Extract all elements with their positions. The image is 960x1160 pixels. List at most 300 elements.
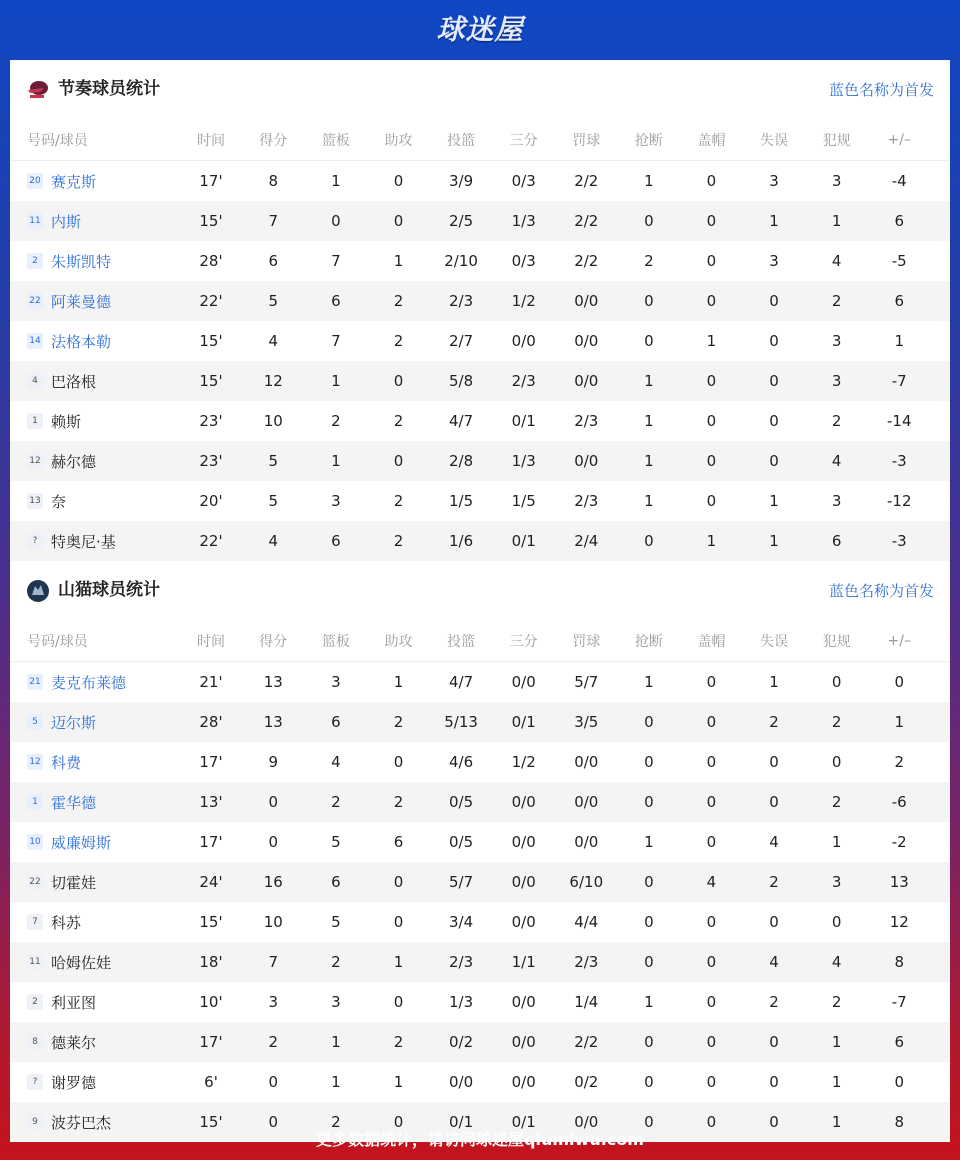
stat-cell: 3 [831, 492, 842, 510]
stat-cell: 2/3 [511, 372, 536, 390]
stat-cell: 6 [894, 292, 904, 310]
table-header-row [10, 621, 950, 662]
starter-legend-note: 蓝色名称为首发 [828, 582, 934, 600]
player-row[interactable] [10, 982, 950, 1022]
player-name[interactable]: 霍华德 [51, 793, 97, 812]
stat-cell: 2 [769, 713, 779, 731]
column-header[interactable]: 投篮 [447, 634, 476, 650]
jersey-number-badge: ? [27, 533, 43, 549]
stat-cell: 0 [769, 913, 779, 931]
player-row[interactable] [10, 662, 950, 702]
stat-cell: 1 [706, 532, 717, 550]
stat-cell: 0/0 [574, 332, 599, 350]
stat-cell: 1 [644, 492, 654, 510]
jersey-number-badge: 2 [27, 253, 43, 269]
column-header[interactable]: 投篮 [447, 133, 476, 149]
player-name[interactable]: 巴洛根 [51, 372, 97, 391]
stat-cell: 2 [769, 993, 779, 1011]
stat-cell: 4 [706, 873, 717, 891]
stat-cell: 1 [769, 673, 779, 691]
stat-cell: 0/0 [511, 332, 536, 350]
stat-cell: 2 [393, 532, 404, 550]
jersey-number-badge: 10 [27, 834, 43, 850]
stat-cell: 2/3 [449, 953, 474, 971]
stat-cell: 0 [706, 492, 717, 510]
player-row[interactable] [10, 822, 950, 862]
stat-cell: 12 [889, 913, 909, 931]
stat-cell: 4 [831, 953, 842, 971]
stat-cell: 7 [331, 252, 341, 270]
stat-cell: 0 [644, 753, 654, 771]
player-row[interactable] [10, 241, 950, 281]
column-header[interactable]: 得分 [259, 634, 288, 650]
column-header[interactable]: 抢断 [634, 634, 663, 650]
stat-cell: 0 [393, 753, 404, 771]
stat-cell: 4 [831, 252, 842, 270]
stat-cell: 2/3 [574, 953, 599, 971]
column-header[interactable]: 篮板 [321, 634, 350, 650]
player-name[interactable]: 朱斯凯特 [51, 252, 112, 271]
stat-cell: 1 [831, 1073, 842, 1091]
stat-cell: 10' [199, 993, 223, 1011]
column-header[interactable]: 失误 [760, 634, 789, 650]
column-header[interactable]: +/– [887, 132, 911, 148]
stat-cell: 0/0 [511, 993, 536, 1011]
stat-cell: 0/0 [574, 292, 599, 310]
column-header[interactable]: 罚球 [572, 133, 601, 149]
stat-cell: 3 [268, 993, 279, 1011]
stat-cell: 1/1 [511, 953, 536, 971]
stat-cell: 0 [393, 1113, 404, 1131]
stat-cell: -7 [891, 372, 907, 390]
stat-cell: 1 [331, 1033, 341, 1051]
stat-cell: 15' [199, 332, 223, 350]
stat-cell: 0 [644, 913, 654, 931]
stat-cell: 8 [268, 172, 279, 190]
stat-cell: 0/0 [574, 753, 599, 771]
stat-cell: 3 [831, 332, 842, 350]
stat-cell: 5/13 [444, 713, 478, 731]
stat-cell: -5 [891, 252, 907, 270]
stat-cell: 5 [268, 292, 279, 310]
column-header[interactable]: 抢断 [634, 133, 663, 149]
column-header[interactable]: 失误 [760, 133, 789, 149]
stat-cell: 4/7 [449, 412, 474, 430]
stat-cell: -14 [886, 412, 912, 430]
stat-cell: 0 [706, 172, 717, 190]
player-cell[interactable] [10, 411, 180, 432]
player-row[interactable] [10, 201, 950, 241]
stat-cell: 0 [393, 993, 404, 1011]
stat-cell: 0/3 [511, 252, 536, 270]
stat-cell: 6 [331, 292, 341, 310]
stat-cell: 0 [706, 833, 717, 851]
stat-cell: 12 [263, 372, 283, 390]
stat-cell: 0 [393, 372, 404, 390]
stat-cell: 0/0 [511, 873, 536, 891]
stat-cell: -12 [886, 492, 912, 510]
stat-cell: 3 [831, 372, 842, 390]
stat-cell: 3 [331, 492, 341, 510]
stat-cell: 2 [331, 793, 341, 811]
column-header[interactable]: 号码/球员 [27, 133, 88, 149]
stat-cell: 0 [393, 212, 404, 230]
jersey-number-badge: 20 [27, 173, 43, 189]
stat-cell: 2/4 [574, 532, 599, 550]
stat-cell: 6 [831, 532, 842, 550]
stat-cell: 1 [644, 993, 654, 1011]
stat-cell: 1 [644, 412, 654, 430]
player-name[interactable]: 阿莱曼德 [51, 292, 112, 311]
stat-cell: 0 [706, 753, 717, 771]
stat-cell: 18' [199, 953, 223, 971]
stat-cell: 1 [331, 172, 341, 190]
player-name[interactable]: 法格本勒 [51, 332, 112, 351]
stat-cell: 2 [644, 252, 654, 270]
stat-cell: 0 [268, 833, 279, 851]
stat-cell: 1 [644, 372, 654, 390]
stat-cell: 2 [831, 713, 842, 731]
column-header[interactable]: 时间 [197, 634, 225, 650]
stat-cell: 0 [894, 673, 904, 691]
player-name[interactable]: 谢罗德 [51, 1073, 97, 1092]
stat-cell: 6/10 [569, 873, 604, 891]
player-row[interactable] [10, 862, 950, 902]
stat-cell: 1 [769, 492, 779, 510]
stat-cell: 2 [331, 1113, 341, 1131]
player-cell[interactable] [10, 331, 180, 352]
stat-cell: 0/0 [574, 372, 599, 390]
stat-cell: 23' [199, 452, 223, 470]
jersey-number-badge: 1 [27, 413, 43, 429]
player-cell[interactable] [10, 952, 180, 973]
player-row[interactable] [10, 902, 950, 942]
stat-cell: 2/10 [444, 252, 478, 270]
player-name[interactable]: 赫尔德 [51, 452, 97, 471]
footer-banner[interactable]: 更多数据统计，请访问球迷屋qiumiwu.com [316, 1130, 644, 1149]
stat-cell: 0 [393, 172, 404, 190]
player-name[interactable]: 赛克斯 [51, 172, 97, 191]
stat-cell: 21' [199, 673, 223, 691]
player-cell[interactable] [10, 491, 180, 512]
player-row[interactable] [10, 401, 950, 441]
stat-cell: 1/3 [511, 212, 536, 230]
stat-cell: 2 [894, 753, 904, 771]
column-header[interactable]: 篮板 [321, 133, 350, 149]
team-title: 节奏球员统计 [58, 79, 160, 99]
player-name[interactable]: 内斯 [51, 212, 82, 231]
stat-cell: 0/1 [511, 412, 536, 430]
column-header[interactable]: 犯规 [822, 634, 851, 650]
player-cell[interactable] [10, 832, 180, 853]
stat-cell: 6 [268, 252, 279, 270]
stat-cell: 1 [331, 1073, 341, 1091]
stat-cell: 7 [268, 953, 279, 971]
stat-cell: 0 [894, 1073, 904, 1091]
stat-cell: 15' [199, 372, 223, 390]
column-header[interactable]: +/– [887, 633, 911, 649]
column-header[interactable]: 犯规 [822, 133, 851, 149]
player-row[interactable] [10, 702, 950, 742]
stat-cell: 6 [894, 1033, 904, 1051]
stat-cell: 0/0 [511, 833, 536, 851]
column-header[interactable]: 三分 [509, 133, 538, 149]
player-cell[interactable] [10, 451, 180, 472]
stat-cell: 9 [268, 753, 279, 771]
stat-cell: 15' [199, 913, 223, 931]
player-cell[interactable] [10, 211, 180, 232]
player-row[interactable] [10, 481, 950, 521]
column-header[interactable]: 罚球 [572, 634, 601, 650]
stat-cell: 1/3 [511, 452, 536, 470]
stat-cell: 2 [769, 873, 779, 891]
player-cell[interactable] [10, 792, 180, 813]
player-cell[interactable] [10, 1032, 180, 1053]
player-name[interactable]: 德莱尔 [51, 1033, 97, 1052]
stat-cell: 0 [769, 1073, 779, 1091]
stat-cell: 3 [831, 172, 842, 190]
stat-cell: 3/5 [574, 713, 599, 731]
stat-cell: 0 [706, 1113, 717, 1131]
stat-cell: 1 [769, 212, 779, 230]
stat-cell: 0/0 [511, 1073, 536, 1091]
stat-cell: 0 [644, 793, 654, 811]
stat-cell: 1 [644, 172, 654, 190]
stat-cell: 0/0 [511, 913, 536, 931]
column-header[interactable]: 盖帽 [697, 634, 726, 650]
stat-cell: 0 [706, 292, 717, 310]
jersey-number-badge: 13 [27, 493, 43, 509]
player-row[interactable] [10, 321, 950, 361]
stat-cell: 1 [393, 252, 404, 270]
stat-cell: 2/3 [574, 492, 599, 510]
stats-panel [10, 60, 950, 1132]
stat-cell: 0 [769, 452, 779, 470]
stat-cell: 22' [199, 532, 223, 550]
stat-cell: 2 [831, 993, 842, 1011]
stat-cell: 0 [706, 993, 717, 1011]
stat-cell: 0 [706, 713, 717, 731]
stat-cell: -2 [891, 833, 907, 851]
player-cell[interactable] [10, 672, 180, 693]
stat-cell: 6 [894, 212, 904, 230]
stat-cell: 0/0 [511, 793, 536, 811]
stat-cell: 22' [199, 292, 223, 310]
stat-cell: 6 [331, 873, 341, 891]
stat-cell: 0 [393, 452, 404, 470]
column-header[interactable]: 三分 [509, 634, 538, 650]
stat-cell: 6 [393, 833, 404, 851]
team-header [10, 561, 950, 621]
stat-cell: 2/3 [574, 412, 599, 430]
stat-cell: 5/7 [449, 873, 474, 891]
stat-cell: 0 [331, 212, 341, 230]
stat-cell: 2/5 [449, 212, 474, 230]
player-cell[interactable] [10, 912, 180, 933]
stat-cell: -6 [891, 793, 907, 811]
stat-cell: 0/1 [511, 1113, 536, 1131]
stat-cell: 1 [831, 1033, 842, 1051]
player-row[interactable] [10, 161, 950, 201]
stat-cell: 2/2 [574, 212, 599, 230]
player-name[interactable]: 麦克布莱德 [51, 673, 127, 692]
stat-cell: 2 [831, 412, 842, 430]
stat-cell: 0/2 [449, 1033, 474, 1051]
stat-cell: 2 [393, 1033, 404, 1051]
stat-cell: 8 [894, 953, 904, 971]
stat-cell: 1 [331, 372, 341, 390]
stat-cell: 13 [889, 873, 909, 891]
player-name[interactable]: 迈尔斯 [51, 713, 97, 732]
player-cell[interactable] [10, 992, 180, 1013]
team-header [10, 60, 950, 120]
column-header[interactable]: 时间 [197, 133, 225, 149]
player-cell[interactable] [10, 1072, 180, 1093]
stat-cell: -4 [891, 172, 907, 190]
stat-cell: 0/0 [511, 1033, 536, 1051]
stat-cell: 0 [831, 753, 842, 771]
stat-cell: 17' [199, 753, 223, 771]
stat-cell: 5 [331, 833, 341, 851]
player-cell[interactable] [10, 291, 180, 312]
stat-cell: 0/0 [574, 452, 599, 470]
player-cell[interactable] [10, 371, 180, 392]
stat-cell: 3 [331, 673, 341, 691]
stat-cell: 0/1 [511, 532, 536, 550]
player-row[interactable] [10, 942, 950, 982]
stat-cell: 13 [263, 713, 283, 731]
stat-cell: 0 [644, 1073, 654, 1091]
stat-cell: 0/0 [449, 1073, 474, 1091]
player-cell[interactable] [10, 531, 180, 552]
jersey-number-badge: 22 [27, 293, 43, 309]
stat-cell: 0 [706, 1033, 717, 1051]
player-cell[interactable] [10, 251, 180, 272]
stat-cell: 2 [393, 292, 404, 310]
column-header[interactable]: 得分 [259, 133, 288, 149]
player-name[interactable]: 科费 [51, 753, 82, 772]
stat-cell: 0 [706, 212, 717, 230]
player-row[interactable] [10, 281, 950, 321]
stat-cell: 1 [644, 673, 654, 691]
player-row[interactable] [10, 361, 950, 401]
player-row[interactable] [10, 1062, 950, 1102]
stat-cell: 0 [393, 913, 404, 931]
player-cell[interactable] [10, 712, 180, 733]
stat-cell: 7 [331, 332, 341, 350]
jersey-number-badge: 11 [27, 213, 43, 229]
player-cell[interactable] [10, 752, 180, 773]
stat-cell: 6 [331, 532, 341, 550]
stat-cell: 1 [393, 673, 404, 691]
starter-legend-note: 蓝色名称为首发 [828, 81, 934, 99]
jersey-number-badge: 11 [27, 954, 43, 970]
stat-cell: 0/1 [511, 713, 536, 731]
stat-cell: 2 [393, 492, 404, 510]
stat-cell: 0/0 [511, 673, 536, 691]
team-section-rhythm [10, 60, 950, 561]
player-name[interactable]: 波芬巴杰 [51, 1113, 112, 1132]
player-name[interactable]: 利亚图 [51, 993, 97, 1012]
stat-cell: 1/2 [511, 753, 536, 771]
stat-cell: 4 [769, 833, 779, 851]
jersey-number-badge: 12 [27, 754, 43, 770]
jersey-number-badge: 12 [27, 453, 43, 469]
stat-cell: 0 [268, 1113, 279, 1131]
column-header[interactable]: 助攻 [384, 133, 413, 149]
stat-cell: 0/3 [511, 172, 536, 190]
stat-cell: 10 [263, 913, 283, 931]
stat-cell: 0 [706, 913, 717, 931]
player-name[interactable]: 奈 [51, 492, 67, 511]
column-header[interactable]: 号码/球员 [27, 634, 88, 650]
stat-cell: 1 [831, 1113, 842, 1131]
player-cell[interactable] [10, 872, 180, 893]
column-header[interactable]: 盖帽 [697, 133, 726, 149]
jersey-number-badge: 22 [27, 874, 43, 890]
stat-cell: 0 [706, 252, 717, 270]
jersey-number-badge: 21 [27, 674, 43, 690]
stat-cell: 0 [393, 873, 404, 891]
stat-cell: 0 [706, 452, 717, 470]
stat-cell: 0 [706, 1073, 717, 1091]
stat-cell: 0 [644, 212, 654, 230]
stat-cell: 1/4 [574, 993, 599, 1011]
player-name[interactable]: 特奥尼·基 [51, 532, 116, 551]
stat-cell: 3/9 [449, 172, 474, 190]
stat-cell: 3 [331, 993, 341, 1011]
stat-cell: 0/2 [574, 1073, 599, 1091]
player-row[interactable] [10, 782, 950, 822]
stat-cell: -3 [891, 452, 907, 470]
player-row[interactable] [10, 521, 950, 561]
player-name[interactable]: 赖斯 [51, 412, 82, 431]
stat-cell: 0 [831, 673, 842, 691]
stat-cell: 1/5 [449, 492, 474, 510]
stat-cell: 2/2 [574, 252, 599, 270]
stat-cell: 17' [199, 833, 223, 851]
stat-cell: 2 [331, 953, 341, 971]
stat-cell: 0 [644, 873, 654, 891]
stat-cell: 0/0 [574, 793, 599, 811]
player-cell[interactable] [10, 171, 180, 192]
player-row[interactable] [10, 742, 950, 782]
jersey-number-badge: 8 [27, 1034, 43, 1050]
stat-cell: 6 [331, 713, 341, 731]
stat-cell: 0 [769, 1113, 779, 1131]
stat-cell: 0 [706, 673, 717, 691]
player-name[interactable]: 哈姆佐娃 [51, 953, 112, 972]
stat-cell: 3 [769, 252, 779, 270]
stat-cell: 4/4 [574, 913, 599, 931]
player-name[interactable]: 科苏 [51, 913, 82, 932]
jersey-number-badge: 14 [27, 333, 43, 349]
player-name[interactable]: 威廉姆斯 [51, 833, 112, 852]
stat-cell: 4 [769, 953, 779, 971]
stat-cell: 1 [393, 953, 404, 971]
stat-cell: 1 [644, 452, 654, 470]
stat-cell: 0 [769, 292, 779, 310]
player-row[interactable] [10, 441, 950, 481]
column-header[interactable]: 助攻 [384, 634, 413, 650]
player-row[interactable] [10, 1022, 950, 1062]
stat-cell: 10 [263, 412, 283, 430]
stat-cell: 1 [644, 833, 654, 851]
stat-cell: 0 [268, 793, 279, 811]
stat-cell: 2 [393, 332, 404, 350]
player-name[interactable]: 切霍娃 [51, 873, 97, 892]
stat-cell: 3/4 [449, 913, 474, 931]
